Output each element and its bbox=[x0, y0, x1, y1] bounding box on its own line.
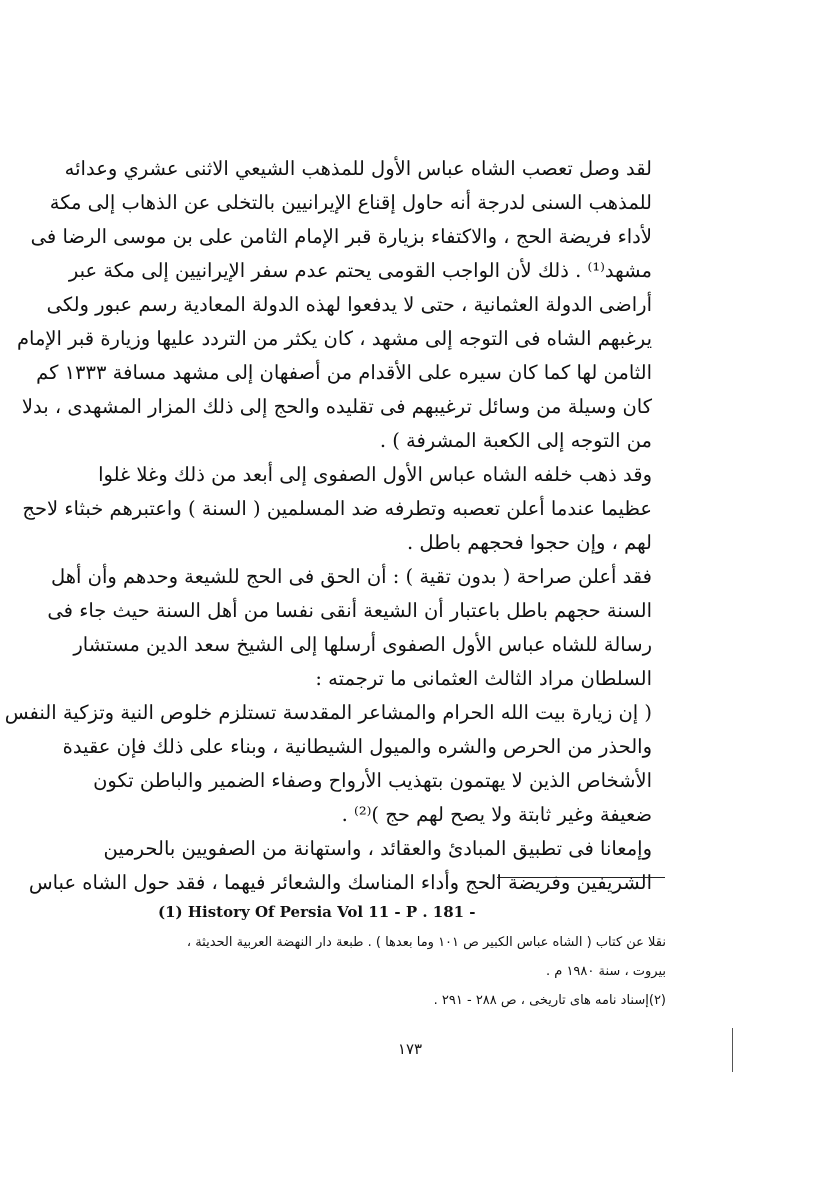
footnote-separator bbox=[497, 877, 665, 878]
text-line: كان وسيلة من وسائل ترغيبهم فى تقليده والحج إلى ذلك المزار المشهدى ، بدلا bbox=[21, 395, 652, 418]
text-line: للمذهب السنى لدرجة أنه حاول إقناع الإيرانيين بالتخلى عن الذهاب إلى مكة bbox=[49, 191, 652, 214]
text-line: الشريفين وفريضة الحج وأداء المناسك والشعائر فيهما ، فقد حول الشاه عباس bbox=[28, 871, 652, 894]
text-line: مشهد⁽¹⁾ . ذلك لأن الواجب القومى يحتم عدم سفر الإيرانيين إلى مكة عبر bbox=[68, 259, 652, 282]
text-line: فقد أعلن صراحة ( بدون تقية ) : أن الحق فى الحج للشيعة وحدهم وأن أهل bbox=[51, 565, 652, 588]
text-line: ضعيفة وغير ثابتة ولا يصح لهم حج )⁽²⁾ . bbox=[341, 803, 652, 826]
paragraph-1 bbox=[16, 152, 670, 458]
text-line: عظيما عندما أعلن تعصبه وتطرفه ضد المسلمين ( السنة ) واعتبرهم خبثاء لاحج bbox=[22, 497, 652, 520]
text-line: والحذر من الحرص والشره والميول الشيطانية ، وبناء على ذلك فإن عقيدة bbox=[62, 735, 652, 758]
text-line: الأشخاص الذين لا يهتمون بتهذيب الأرواح وصفاء الضمير والباطن تكون bbox=[93, 769, 652, 792]
text-line: لقد وصل تعصب الشاه عباس الأول للمذهب الشيعي الاثنى عشري وعدائه bbox=[64, 157, 652, 180]
paragraph-3 bbox=[47, 560, 670, 696]
scan-edge-mark bbox=[732, 1028, 733, 1072]
footnote-2: (٢)إسناد نامه هاى تاريخى ، ص ٢٨٨ - ٢٩١ . bbox=[433, 993, 666, 1008]
paragraph-4-quote bbox=[4, 696, 670, 832]
text-line: لهم ، وإن حجوا فحجهم باطل . bbox=[407, 531, 652, 554]
text-line: رسالة للشاه عباس الأول الصفوى أرسلها إلى الشيخ سعد الدين مستشار bbox=[73, 633, 652, 656]
text-line: من التوجه إلى الكعبة المشرفة ) . bbox=[379, 429, 652, 452]
text-line: الثامن لها كما كان سيره على الأقدام من أصفهان إلى مشهد مسافة ١٣٣٣ كم bbox=[36, 361, 652, 384]
text-line: وقد ذهب خلفه الشاه عباس الأول الصفوى إلى أبعد من ذلك وغلا غلوا bbox=[98, 463, 652, 486]
text-line: السلطان مراد الثالث العثمانى ما ترجمته : bbox=[315, 667, 652, 690]
footnote-1-arabic-line: بيروت ، سنة ١٩٨٠ م . bbox=[546, 964, 666, 979]
main-text bbox=[4, 152, 670, 900]
text-line: يرغبهم الشاه فى التوجه إلى مشهد ، كان يكثر من التردد عليها وزيارة قبر الإمام bbox=[16, 327, 652, 350]
paragraph-5 bbox=[28, 832, 670, 900]
text-line: لأداء فريضة الحج ، والاكتفاء بزيارة قبر الإمام الثامن على بن موسى الرضا فى bbox=[30, 225, 652, 248]
text-line: ( إن زيارة بيت الله الحرام والمشاعر المقدسة تستلزم خلوص النية وتزكية النفس bbox=[4, 701, 652, 724]
footnote-1-english: (1) History Of Persia Vol 11 - P . 181 - bbox=[158, 903, 476, 921]
text-line: وإمعانا فى تطبيق المبادئ والعقائد ، واستهانة من الصفويين بالحرمين bbox=[103, 837, 652, 860]
page-number: ١٧٣ bbox=[397, 1040, 423, 1058]
text-line: أراضى الدولة العثمانية ، حتى لا يدفعوا لهذه الدولة المعادية رسم عبور ولكى bbox=[46, 293, 652, 316]
footnotes bbox=[178, 928, 666, 1015]
footnote-1-arabic-line: نقلا عن كتاب ( الشاه عباس الكبير ص ١٠١ وما بعدها ) . طبعة دار النهضة العربية الحديثة ، bbox=[186, 935, 666, 950]
paragraph-2 bbox=[22, 458, 670, 560]
text-line: السنة حجهم باطل باعتبار أن الشيعة أنقى نفسا من أهل السنة حيث جاء فى bbox=[47, 599, 652, 622]
